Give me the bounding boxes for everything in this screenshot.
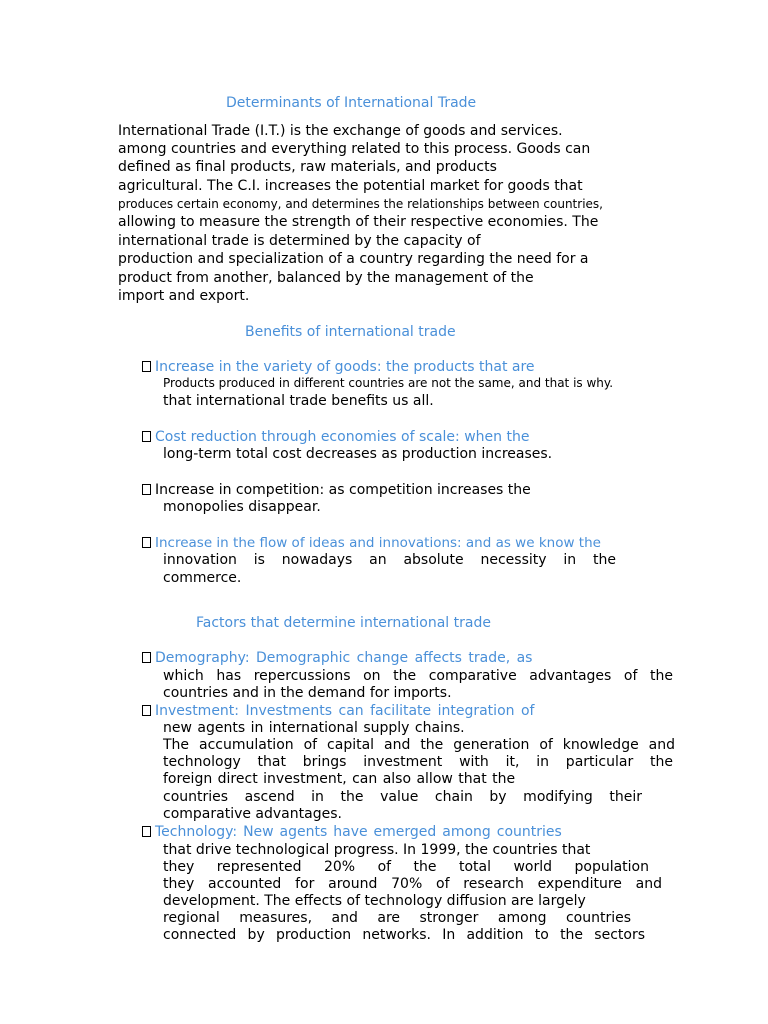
factor-item-line: they accounted for around 70% of research expenditure and (163, 876, 662, 892)
factor-item-line: foreign direct investment, can also allow that the (163, 771, 516, 787)
intro-line: agricultural. The C.I. increases the potential market for goods that (118, 178, 583, 194)
factor-item-line: countries ascend in the value chain by modifying their (163, 789, 642, 805)
missing-glyph-bullet-icon (142, 431, 151, 442)
benefit-item-head: Cost reduction through economies of scale: when the (142, 428, 529, 446)
factor-item-line: countries and in the demand for imports. (163, 685, 452, 701)
intro-line: defined as final products, raw materials, and products (118, 159, 497, 175)
document-title: Determinants of International Trade (226, 95, 477, 111)
missing-glyph-bullet-icon (142, 484, 151, 495)
intro-line: among countries and everything related to this process. Goods can (118, 141, 591, 157)
factors-heading: Factors that determine international trade (196, 615, 491, 631)
intro-line: allowing to measure the strength of their respective economies. The (118, 214, 599, 230)
factor-item-head: Investment: Investments can facilitate integration of (142, 702, 534, 720)
missing-glyph-bullet-icon (142, 652, 151, 663)
factor-item-line: they represented 20% of the total world population (163, 859, 649, 875)
benefit-item-line: innovation is nowadays an absolute necessity in the (163, 552, 616, 568)
factor-item-line: technology that brings investment with it, in particular the (163, 754, 673, 770)
intro-line: production and specialization of a country regarding the need for a (118, 251, 589, 267)
benefit-item-head: Increase in the flow of ideas and innovations: and as we know the (142, 534, 601, 552)
factor-item-line: that drive technological progress. In 1999, the countries that (163, 842, 591, 858)
factor-item-line: comparative advantages. (163, 806, 342, 822)
intro-line: product from another, balanced by the management of the (118, 270, 534, 286)
factor-item-line: development. The effects of technology diffusion are largely (163, 893, 586, 909)
intro-line: International Trade (I.T.) is the exchange of goods and services. (118, 123, 563, 139)
factor-item-line: connected by production networks. In addition to the sectors (163, 927, 645, 943)
factor-item-line: which has repercussions on the comparative advantages of the (163, 668, 673, 684)
benefit-item-head: Increase in competition: as competition increases the (142, 481, 531, 499)
benefit-item-line: Products produced in different countries are not the same, and that is why. (163, 376, 614, 390)
missing-glyph-bullet-icon (142, 537, 151, 548)
missing-glyph-bullet-icon (142, 826, 151, 837)
benefit-item-line: long-term total cost decreases as production increases. (163, 446, 553, 462)
benefit-item-line: monopolies disappear. (163, 499, 321, 515)
intro-line: international trade is determined by the capacity of (118, 233, 481, 249)
benefits-heading: Benefits of international trade (245, 324, 456, 340)
benefit-item-line: that international trade benefits us all. (163, 393, 434, 409)
intro-line: produces certain economy, and determines the relationships between countries, (118, 197, 603, 211)
missing-glyph-bullet-icon (142, 705, 151, 716)
factor-item-head: Technology: New agents have emerged among countries (142, 823, 562, 841)
missing-glyph-bullet-icon (142, 361, 151, 372)
intro-line: import and export. (118, 288, 250, 304)
factor-item-line: new agents in international supply chains. (163, 720, 465, 736)
benefit-item-line: commerce. (163, 570, 242, 586)
factor-item-line: The accumulation of capital and the generation of knowledge and (163, 737, 675, 753)
factor-item-line: regional measures, and are stronger among countries (163, 910, 631, 926)
factor-item-head: Demography: Demographic change affects trade, as (142, 649, 532, 667)
benefit-item-head: Increase in the variety of goods: the products that are (142, 358, 535, 376)
